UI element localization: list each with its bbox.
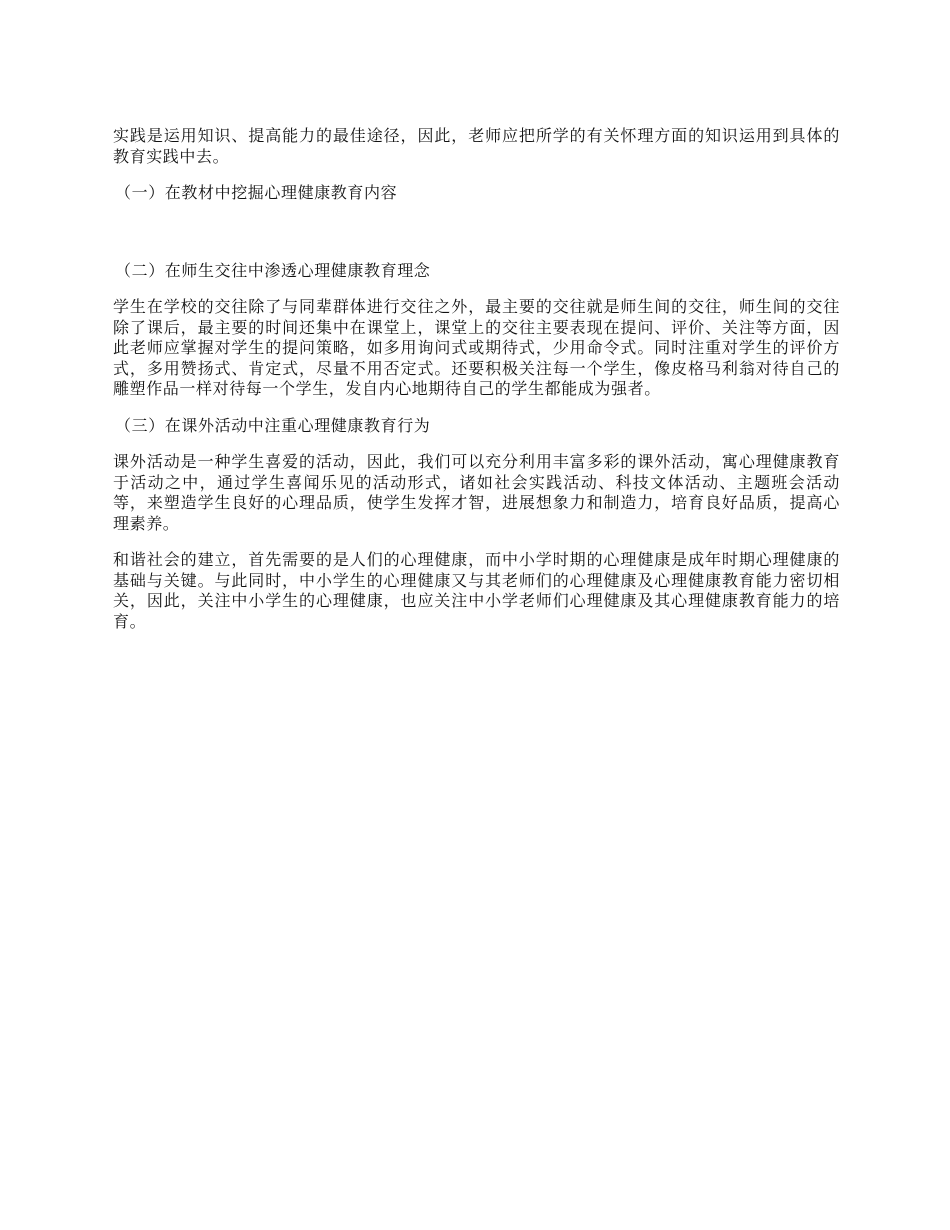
section-heading-2: （二）在师生交往中渗透心理健康教育理念: [115, 260, 431, 280]
conclusion-paragraph: 和谐社会的建立，首先需要的是人们的心理健康，而中小学时期的心理健康是成年时期心理健康的基础与关键。与此同时，中小学生的心理健康又与其老师们的心理健康及心理健康教育能力密切相关，因此，关注中小学生的心理健康，也应关注中小学老师们心理健康及其心理健康教育能力的培育。: [113, 550, 840, 631]
blank-space: [113, 220, 840, 261]
document-page: [113, 126, 840, 648]
section-2-paragraph: 学生在学校的交往除了与同辈群体进行交往之外，最主要的交往就是师生间的交往，师生间的交往除了课后，最主要的时间还集中在课堂上，课堂上的交往主要表现在提问、评价、关注等方面，因此老师应掌握对学生的提问策略，如多用询问式或期待式，少用命令式。同时注重对学生的评价方式，多用赞扬式、肯定式，尽量不用否定式。还要积极关注每一个学生，像皮格马利翁对待自己的雕塑作品一样对待每一个学生，发自内心地期待自己的学生都能成为强者。: [113, 297, 840, 398]
section-heading-1: （一）在教材中挖掘心理健康教育内容: [115, 183, 398, 202]
section-heading-3: （三）在课外活动中注重心理健康教育行为: [115, 415, 431, 435]
section-3-paragraph: 课外活动是一种学生喜爱的活动，因此，我们可以充分利用丰富多彩的课外活动，寓心理健康教育于活动之中，通过学生喜闻乐见的活动形式，诸如社会实践活动、科技文体活动、主题班会活动等，来塑造学生良好的心理品质，使学生发挥才智，进展想象力和制造力，培育良好品质，提高心理素养。: [113, 452, 840, 533]
intro-paragraph: 实践是运用知识、提高能力的最佳途径，因此，老师应把所学的有关怀理方面的知识运用到具体的教育实践中去。: [113, 126, 840, 166]
